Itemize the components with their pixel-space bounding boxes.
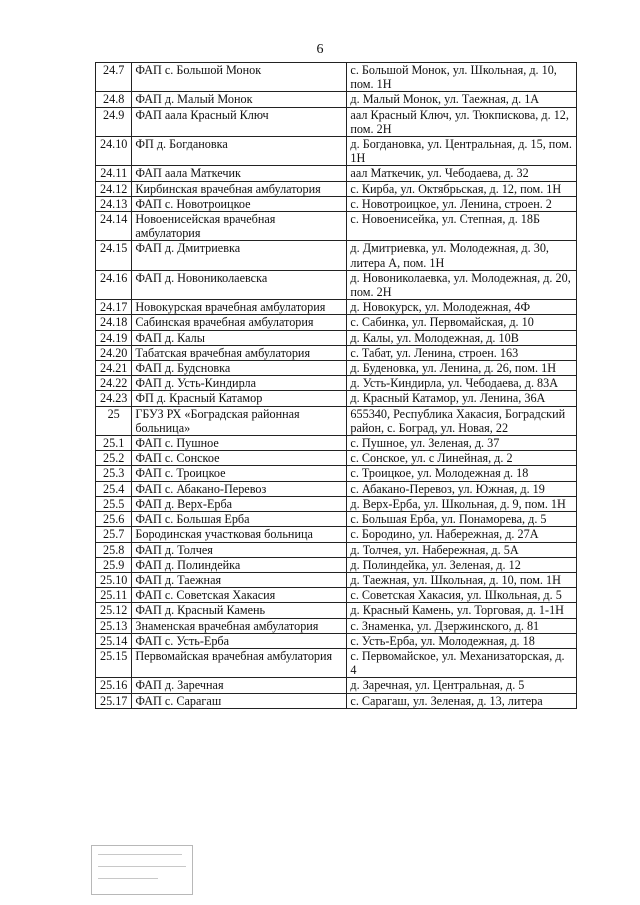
- row-number: 25.2: [96, 451, 132, 466]
- facility-name: ФАП д. Будсновка: [132, 361, 347, 376]
- row-number: 25.7: [96, 527, 132, 542]
- table-row: [96, 527, 577, 542]
- row-number: 25.5: [96, 496, 132, 511]
- table-row: [96, 241, 577, 270]
- facility-address: с. Табат, ул. Ленина, строен. 163: [347, 345, 577, 360]
- table-row: [96, 542, 577, 557]
- row-number: 25.6: [96, 512, 132, 527]
- table-row: [96, 196, 577, 211]
- facility-address: д. Толчея, ул. Набережная, д. 5А: [347, 542, 577, 557]
- row-number: 25.3: [96, 466, 132, 481]
- table-row: [96, 572, 577, 587]
- row-number: 25.16: [96, 678, 132, 693]
- facility-address: с. Пушное, ул. Зеленая, д. 37: [347, 436, 577, 451]
- row-number: 24.13: [96, 196, 132, 211]
- row-number: 24.22: [96, 376, 132, 391]
- table-body: [96, 63, 577, 709]
- facility-address: с. Большой Монок, ул. Школьная, д. 10, пом. 1Н: [347, 63, 577, 92]
- row-number: 25.4: [96, 481, 132, 496]
- facility-address: д. Малый Монок, ул. Таежная, д. 1А: [347, 92, 577, 107]
- facility-name: Знаменская врачебная амбулатория: [132, 618, 347, 633]
- facility-name: ФАП д. Заречная: [132, 678, 347, 693]
- facility-address: с. Знаменка, ул. Дзержинского, д. 81: [347, 618, 577, 633]
- table-row: [96, 648, 577, 677]
- facility-name: Сабинская врачебная амбулатория: [132, 315, 347, 330]
- row-number: 25.13: [96, 618, 132, 633]
- facility-name: ФАП с. Новотроицкое: [132, 196, 347, 211]
- table-row: [96, 451, 577, 466]
- facility-address: с. Первомайское, ул. Механизаторская, д. 4: [347, 648, 577, 677]
- table-row: [96, 300, 577, 315]
- row-number: 24.10: [96, 137, 132, 166]
- facility-address: с. Сабинка, ул. Первомайская, д. 10: [347, 315, 577, 330]
- row-number: 24.14: [96, 212, 132, 241]
- facility-address: 655340, Республика Хакасия, Боградский район, с. Боград, ул. Новая, 22: [347, 406, 577, 435]
- facility-name: ФАП с. Сарагаш: [132, 693, 347, 708]
- facility-address: д. Калы, ул. Молодежная, д. 10В: [347, 330, 577, 345]
- facility-address: д. Таежная, ул. Школьная, д. 10, пом. 1Н: [347, 572, 577, 587]
- facility-address: с. Сарагаш, ул. Зеленая, д. 13, литера: [347, 693, 577, 708]
- facility-name: ФАП с. Советская Хакасия: [132, 588, 347, 603]
- facility-name: ФАП с. Сонское: [132, 451, 347, 466]
- facility-name: Новоенисейская врачебная амбулатория: [132, 212, 347, 241]
- facility-name: ГБУЗ РХ «Боградская районная больница»: [132, 406, 347, 435]
- facility-address: д. Богдановка, ул. Центральная, д. 15, пом. 1Н: [347, 137, 577, 166]
- facility-name: Первомайская врачебная амбулатория: [132, 648, 347, 677]
- facility-address: д. Красный Катамор, ул. Ленина, 36А: [347, 391, 577, 406]
- facility-name: ФАП д. Таежная: [132, 572, 347, 587]
- facility-address: с. Троицкое, ул. Молодежная д. 18: [347, 466, 577, 481]
- row-number: 24.19: [96, 330, 132, 345]
- facility-name: ФАП д. Красный Камень: [132, 603, 347, 618]
- facility-address: д. Дмитриевка, ул. Молодежная, д. 30, литера А, пом. 1Н: [347, 241, 577, 270]
- table-row: [96, 618, 577, 633]
- row-number: 25.10: [96, 572, 132, 587]
- table-row: [96, 466, 577, 481]
- facility-name: ФАП аала Красный Ключ: [132, 107, 347, 136]
- row-number: 24.9: [96, 107, 132, 136]
- row-number: 25.17: [96, 693, 132, 708]
- facility-address: д. Красный Камень, ул. Торговая, д. 1-1Н: [347, 603, 577, 618]
- table-row: [96, 212, 577, 241]
- row-number: 25.12: [96, 603, 132, 618]
- table-row: [96, 557, 577, 572]
- facility-name: ФАП д. Малый Монок: [132, 92, 347, 107]
- row-number: 24.18: [96, 315, 132, 330]
- table-row: [96, 678, 577, 693]
- facility-name: ФАП с. Усть-Ерба: [132, 633, 347, 648]
- facility-name: ФАП с. Пушное: [132, 436, 347, 451]
- table-row: [96, 693, 577, 708]
- facility-address: д. Усть-Киндирла, ул. Чебодаева, д. 83А: [347, 376, 577, 391]
- facilities-table: [95, 62, 577, 709]
- row-number: 25.9: [96, 557, 132, 572]
- table-row: [96, 166, 577, 181]
- table-row: [96, 436, 577, 451]
- table-row: [96, 633, 577, 648]
- row-number: 24.12: [96, 181, 132, 196]
- facility-name: Новокурская врачебная амбулатория: [132, 300, 347, 315]
- table-row: [96, 63, 577, 92]
- table-row: [96, 107, 577, 136]
- row-number: 24.20: [96, 345, 132, 360]
- row-number: 25: [96, 406, 132, 435]
- table-row: [96, 92, 577, 107]
- facility-name: Кирбинская врачебная амбулатория: [132, 181, 347, 196]
- table-row: [96, 496, 577, 511]
- facility-address: с. Бородино, ул. Набережная, д. 27А: [347, 527, 577, 542]
- facility-name: Бородинская участковая больница: [132, 527, 347, 542]
- facility-address: д. Новокурск, ул. Молодежная, 4Ф: [347, 300, 577, 315]
- row-number: 24.17: [96, 300, 132, 315]
- facility-address: с. Сонское, ул. с Линейная, д. 2: [347, 451, 577, 466]
- row-number: 24.16: [96, 270, 132, 299]
- document-stamp: [91, 845, 193, 895]
- facility-address: с. Кирба, ул. Октябрьская, д. 12, пом. 1Н: [347, 181, 577, 196]
- facility-address: аал Красный Ключ, ул. Тюкпискова, д. 12, пом. 2Н: [347, 107, 577, 136]
- table-row: [96, 376, 577, 391]
- facility-address: с. Новотроицкое, ул. Ленина, строен. 2: [347, 196, 577, 211]
- facility-name: ФП д. Богдановка: [132, 137, 347, 166]
- facility-address: с. Усть-Ерба, ул. Молодежная, д. 18: [347, 633, 577, 648]
- table-row: [96, 330, 577, 345]
- facility-address: с. Большая Ерба, ул. Понаморева, д. 5: [347, 512, 577, 527]
- facility-address: д. Верх-Ерба, ул. Школьная, д. 9, пом. 1Н: [347, 496, 577, 511]
- table-row: [96, 406, 577, 435]
- facility-address: д. Новониколаевка, ул. Молодежная, д. 20, пом. 2Н: [347, 270, 577, 299]
- facility-name: ФАП с. Троицкое: [132, 466, 347, 481]
- facility-name: ФАП д. Толчея: [132, 542, 347, 557]
- table-row: [96, 137, 577, 166]
- facility-address: д. Заречная, ул. Центральная, д. 5: [347, 678, 577, 693]
- facility-address: с. Абакано-Перевоз, ул. Южная, д. 19: [347, 481, 577, 496]
- table-row: [96, 481, 577, 496]
- row-number: 25.11: [96, 588, 132, 603]
- row-number: 24.15: [96, 241, 132, 270]
- table-row: [96, 512, 577, 527]
- row-number: 24.8: [96, 92, 132, 107]
- page-number: 6: [316, 42, 324, 57]
- facility-name: ФАП д. Усть-Киндирла: [132, 376, 347, 391]
- row-number: 25.15: [96, 648, 132, 677]
- table-row: [96, 181, 577, 196]
- facility-name: ФАП д. Полиндейка: [132, 557, 347, 572]
- table-row: [96, 361, 577, 376]
- row-number: 24.11: [96, 166, 132, 181]
- facility-name: ФАП д. Новониколаевска: [132, 270, 347, 299]
- facility-address: д. Полиндейка, ул. Зеленая, д. 12: [347, 557, 577, 572]
- table-row: [96, 391, 577, 406]
- facility-name: ФАП с. Абакано-Перевоз: [132, 481, 347, 496]
- table-row: [96, 588, 577, 603]
- facility-address: с. Советская Хакасия, ул. Школьная, д. 5: [347, 588, 577, 603]
- facility-name: ФАП с. Большая Ерба: [132, 512, 347, 527]
- table-row: [96, 603, 577, 618]
- row-number: 24.21: [96, 361, 132, 376]
- table-row: [96, 315, 577, 330]
- facility-name: ФП д. Красный Катамор: [132, 391, 347, 406]
- row-number: 25.14: [96, 633, 132, 648]
- facility-name: ФАП аала Маткечик: [132, 166, 347, 181]
- facility-name: Табатская врачебная амбулатория: [132, 345, 347, 360]
- facility-name: ФАП д. Верх-Ерба: [132, 496, 347, 511]
- row-number: 25.8: [96, 542, 132, 557]
- facility-address: д. Буденовка, ул. Ленина, д. 26, пом. 1Н: [347, 361, 577, 376]
- row-number: 24.7: [96, 63, 132, 92]
- facility-address: с. Новоенисейка, ул. Степная, д. 18Б: [347, 212, 577, 241]
- facility-name: ФАП д. Дмитриевка: [132, 241, 347, 270]
- facility-address: аал Маткечик, ул. Чебодаева, д. 32: [347, 166, 577, 181]
- facility-name: ФАП с. Большой Монок: [132, 63, 347, 92]
- row-number: 25.1: [96, 436, 132, 451]
- row-number: 24.23: [96, 391, 132, 406]
- table-row: [96, 270, 577, 299]
- facility-name: ФАП д. Калы: [132, 330, 347, 345]
- table-row: [96, 345, 577, 360]
